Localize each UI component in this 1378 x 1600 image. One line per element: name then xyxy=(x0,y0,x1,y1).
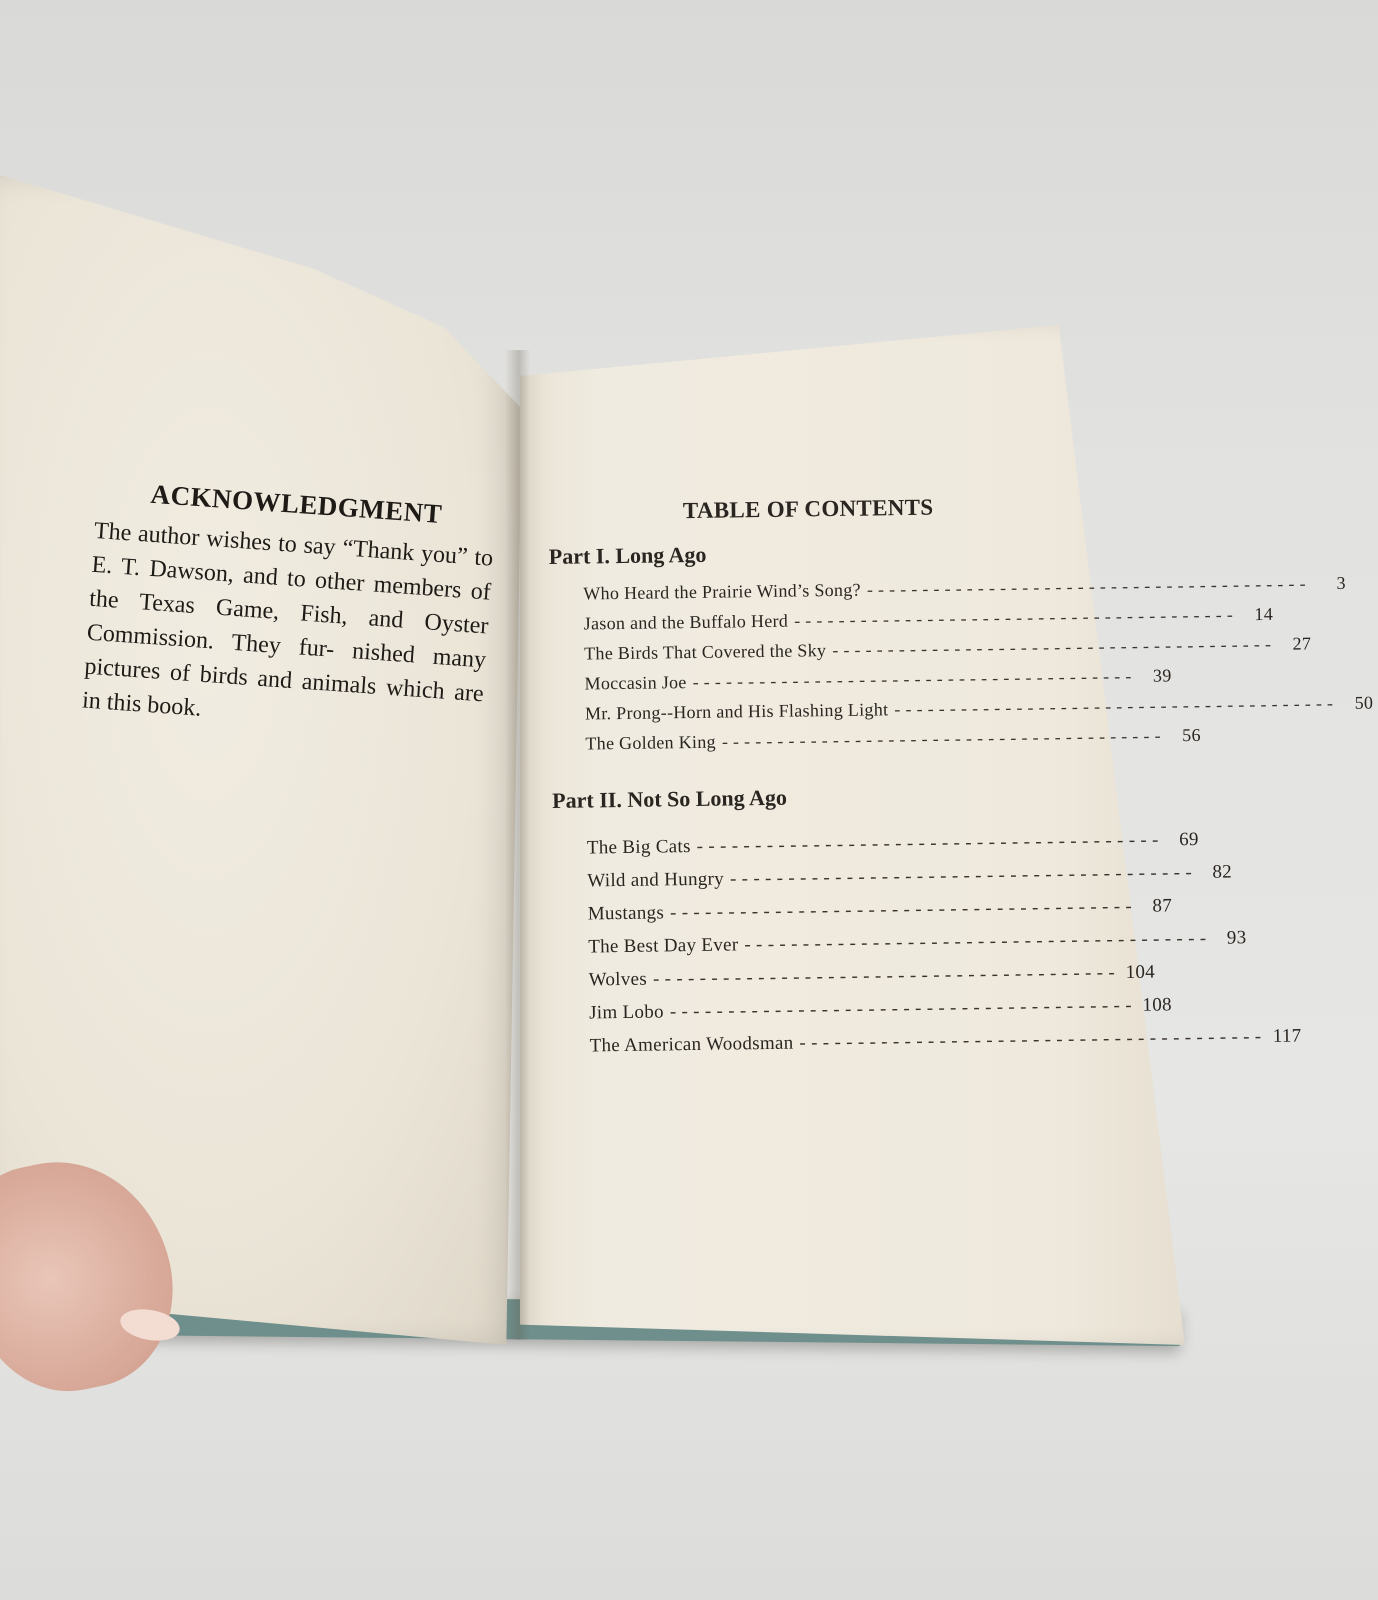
page-number: 117 xyxy=(1272,1025,1302,1047)
page-number: 3 xyxy=(1336,572,1346,593)
entry-title: The Best Day Ever xyxy=(588,934,739,958)
toc-title: TABLE OF CONTENTS xyxy=(682,494,934,524)
page-number: 27 xyxy=(1292,633,1312,654)
dot-leader: - - - - - - - - - - - - - - - - - - - - - - - - - - - - - - - - - - - - - - - - xyxy=(669,895,1133,924)
entry-title: Who Heard the Prairie Wind’s Song? xyxy=(583,579,862,604)
dot-leader: - - - - - - - - - - - - - - - - - - - - - - - - - - - - - - - - - - - - - - - - xyxy=(729,862,1193,890)
entry-title: Mr. Prong--Horn and His Flashing Light xyxy=(584,699,889,724)
entry-title: Jason and the Buffalo Herd xyxy=(583,610,789,634)
part-heading: Part II. Not So Long Ago xyxy=(552,784,788,813)
entry-title: Wild and Hungry xyxy=(587,868,725,892)
entry-title: Jim Lobo xyxy=(589,1001,665,1024)
acknowledgment-section xyxy=(81,475,497,745)
page-number: 69 xyxy=(1178,828,1199,851)
acknowledgment-text: The author wishes to say “Thank you” to E. T. Dawson, and to other members of the Texas Game, Fish, and Oyster Commission. They fur- nished many pictures of birds and animals which are in this book. xyxy=(81,517,495,722)
toc-entry xyxy=(585,724,1201,764)
page-number: 56 xyxy=(1182,724,1201,746)
toc-entry xyxy=(589,1025,1302,1069)
dot-leader: - - - - - - - - - - - - - - - - - - - - - - - - - - - - - - - - - - - - - - - - xyxy=(866,573,1306,600)
dot-leader: - - - - - - - - - - - - - - - - - - - - - - - - - - - - - - - - - - - - - - - - xyxy=(799,1026,1262,1054)
entry-title: The Golden King xyxy=(585,731,717,754)
dot-leader: - - - - - - - - - - - - - - - - - - - - - - - - - - - - - - - - - - - - - - - - xyxy=(669,994,1133,1023)
entry-title: Moccasin Joe xyxy=(584,672,687,694)
page-number: 87 xyxy=(1152,895,1173,917)
dot-leader: - - - - - - - - - - - - - - - - - - - - - - - - - - - - - - - - - - - - - - - - xyxy=(832,633,1272,661)
dot-leader: - - - - - - - - - - - - - - - - - - - - - - - - - - - - - - - - - - - - - - - - xyxy=(721,725,1161,752)
page-number: 14 xyxy=(1254,603,1274,625)
dot-leader: - - - - - - - - - - - - - - - - - - - - - - - - - - - - - - - - - - - - - - - - xyxy=(894,693,1334,720)
part-heading: Part I. Long Ago xyxy=(548,541,707,569)
entry-title: Mustangs xyxy=(587,902,665,925)
part-1-entries xyxy=(549,572,1374,764)
page-number: 39 xyxy=(1152,665,1172,686)
entry-title: The Big Cats xyxy=(586,836,691,859)
part-2-entries xyxy=(553,828,1302,1069)
dot-leader: - - - - - - - - - - - - - - - - - - - - - - - - - - - - - - - - - - - - - - - - xyxy=(696,829,1159,857)
page-number: 108 xyxy=(1142,994,1173,1016)
entry-title: The Birds That Covered the Sky xyxy=(584,640,827,664)
page-number: 104 xyxy=(1125,961,1156,983)
table-of-contents xyxy=(548,493,1374,1069)
entry-title: Wolves xyxy=(588,968,648,991)
page-number: 82 xyxy=(1212,861,1233,883)
acknowledgment-title: ACKNOWLEDGMENT xyxy=(149,478,444,530)
page-number: 50 xyxy=(1354,692,1374,713)
dot-leader: - - - - - - - - - - - - - - - - - - - - - - - - - - - - - - - - - - - - - - - - xyxy=(692,665,1132,692)
dot-leader: - - - - - - - - - - - - - - - - - - - - - - - - - - - - - - - - - - - - - - - - xyxy=(744,927,1207,956)
book-gutter xyxy=(505,350,530,1340)
entry-title: The American Woodsman xyxy=(589,1032,794,1057)
page-number: 93 xyxy=(1226,927,1247,949)
dot-leader: - - - - - - - - - - - - - - - - - - - - - - - - - - - - - - - - - - - - - - - - xyxy=(652,962,1116,990)
dot-leader: - - - - - - - - - - - - - - - - - - - - - - - - - - - - - - - - - - - - - - - - xyxy=(793,604,1234,631)
